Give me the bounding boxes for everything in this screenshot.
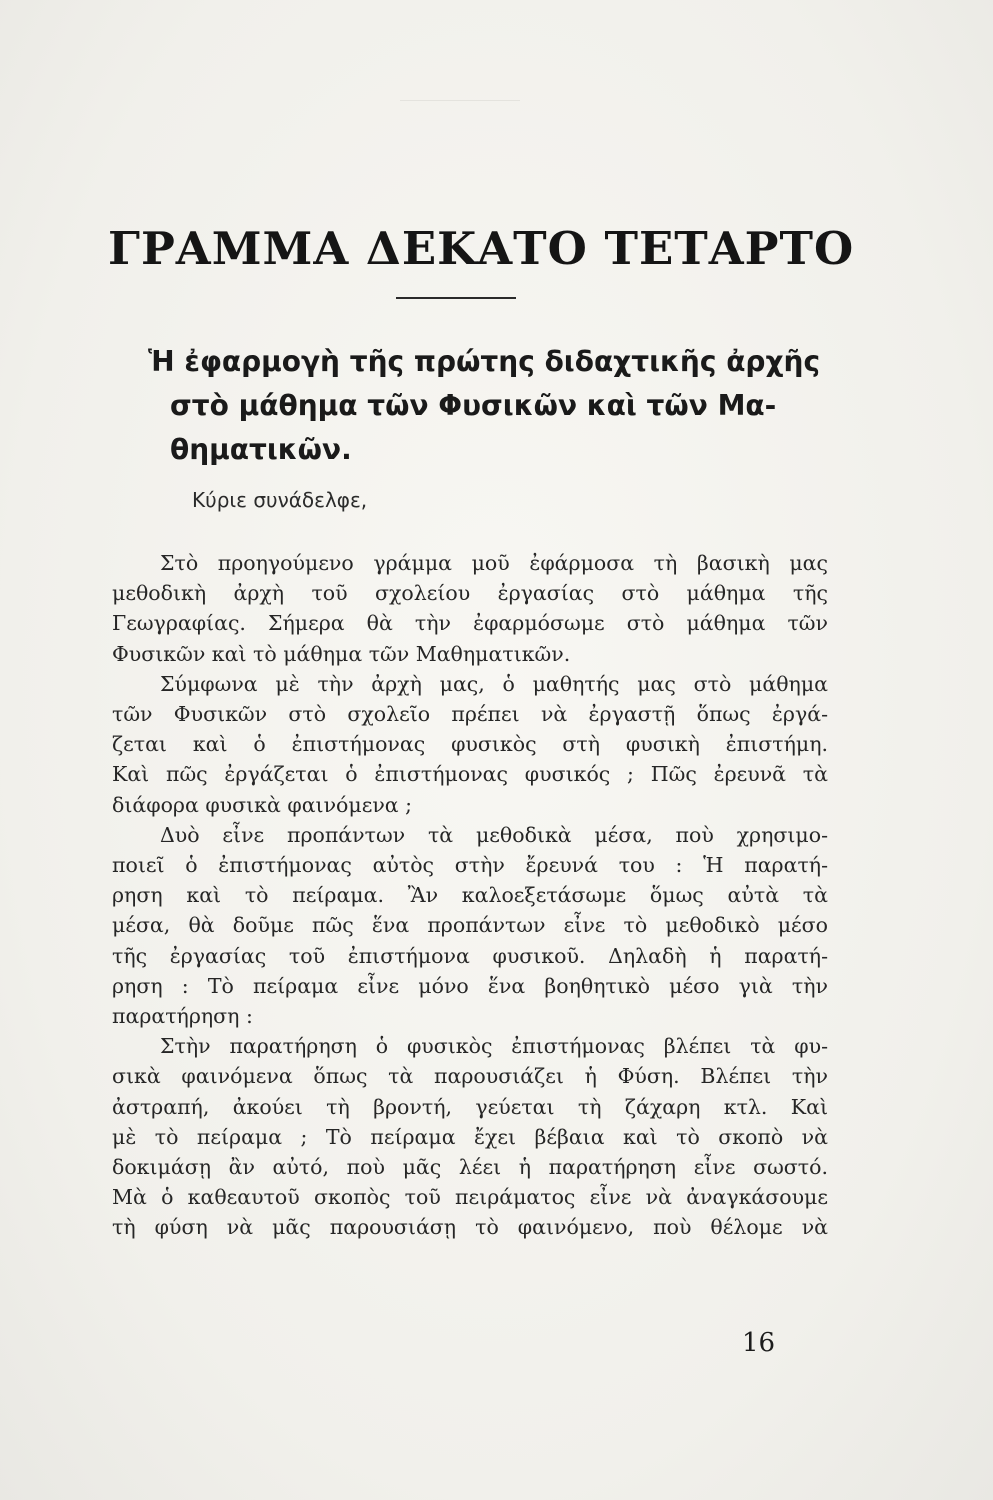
body-line: μεθοδικὴ ἀρχὴ τοῦ σχολείου ἐργασίας στὸ μάθημα τῆς [112, 581, 828, 606]
body-line: σικὰ φαινόμενα ὅπως τὰ παρουσιάζει ἡ Φύση. Βλέπει τὴν [112, 1064, 828, 1089]
body-line: μέσα, θὰ δοῦμε πῶς ἕνα προπάντων εἶνε τὸ μεθοδικὸ μέσο [112, 913, 828, 938]
body-line: Καὶ πῶς ἐργάζεται ὁ ἐπιστήμονας φυσικός ; Πῶς ἐρευνᾶ τὰ [112, 762, 828, 787]
body-line: Σύμφωνα μὲ τὴν ἀρχὴ μας, ὁ μαθητής μας στὸ μάθημα [160, 671, 828, 696]
body-line: Στὴν παρατήρηση ὁ φυσικὸς ἐπιστήμονας βλέπει τὰ φυ- [160, 1034, 828, 1059]
body-line: παρατήρηση : [112, 1004, 253, 1029]
body-line: Στὸ προηγούμενο γράμμα μοῦ ἐφάρμοσα τὴ βασικὴ μας [160, 551, 828, 575]
subtitle-line: στὸ μάθημα τῶν Φυσικῶν καὶ τῶν Μα- [170, 389, 777, 422]
page-number: 16 [742, 1328, 776, 1358]
bleed-through-mark [400, 74, 520, 101]
subtitle-line: θηματικῶν. [170, 433, 352, 466]
body-line: ρηση : Τὸ πείραμα εἶνε μόνο ἕνα βοηθητικὸ μέσο γιὰ τὴν [112, 973, 828, 998]
body-text [112, 548, 828, 1243]
title-divider [396, 297, 516, 299]
body-line: Φυσικῶν καὶ τὸ μάθημα τῶν Μαθηματικῶν. [112, 641, 571, 666]
chapter-title: ΓΡΑΜΜΑ ΔΕΚΑΤΟ ΤΕΤΑΡΤΟ [108, 222, 855, 275]
body-line: Δυὸ εἶνε προπάντων τὰ μεθοδικὰ μέσα, ποὺ χρησιμο- [160, 822, 828, 847]
body-line: ποιεῖ ὁ ἐπιστήμονας αὐτὸς στὴν ἔρευνά του : Ἡ παρατή- [112, 853, 828, 878]
body-line: τῶν Φυσικῶν στὸ σχολεῖο πρέπει νὰ ἐργαστῇ ὅπως ἐργά- [112, 702, 828, 727]
body-line: δοκιμάσῃ ἂν αὐτό, ποὺ μᾶς λέει ἡ παρατήρηση εἶνε σωστό. [112, 1155, 828, 1180]
body-line: μὲ τὸ πείραμα ; Τὸ πείραμα ἔχει βέβαια καὶ τὸ σκοπὸ νὰ [112, 1124, 828, 1149]
body-line: ἀστραπή, ἀκούει τὴ βροντή, γεύεται τὴ ζάχαρη κτλ. Καὶ [112, 1094, 828, 1119]
body-line: ρηση καὶ τὸ πείραμα. Ἂν καλοεξετάσωμε ὅμως αὐτὰ τὰ [112, 883, 828, 908]
body-line: τὴ φύση νὰ μᾶς παρουσιάσῃ τὸ φαινόμενο, ποὺ θέλομε νὰ [112, 1215, 828, 1240]
chapter-subtitle [148, 340, 828, 472]
body-line: διάφορα φυσικὰ φαινόμενα ; [112, 792, 413, 817]
salutation: Κύριε συνάδελφε, [192, 488, 368, 512]
subtitle-line: Ἡ ἐφαρμογὴ τῆς πρώτης διδαχτικῆς ἀρχῆς [148, 345, 821, 378]
body-line: ζεται καὶ ὁ ἐπιστήμονας φυσικὸς στὴ φυσικὴ ἐπιστήμη. [112, 732, 828, 757]
body-line: Γεωγραφίας. Σήμερα θὰ τὴν ἐφαρμόσωμε στὸ μάθημα τῶν [112, 611, 828, 636]
body-line: τῆς ἐργασίας τοῦ ἐπιστήμονα φυσικοῦ. Δηλαδὴ ἡ παρατή- [112, 943, 828, 968]
body-line: Μὰ ὁ καθεαυτοῦ σκοπὸς τοῦ πειράματος εἶνε νὰ ἀναγκάσουμε [112, 1185, 828, 1210]
